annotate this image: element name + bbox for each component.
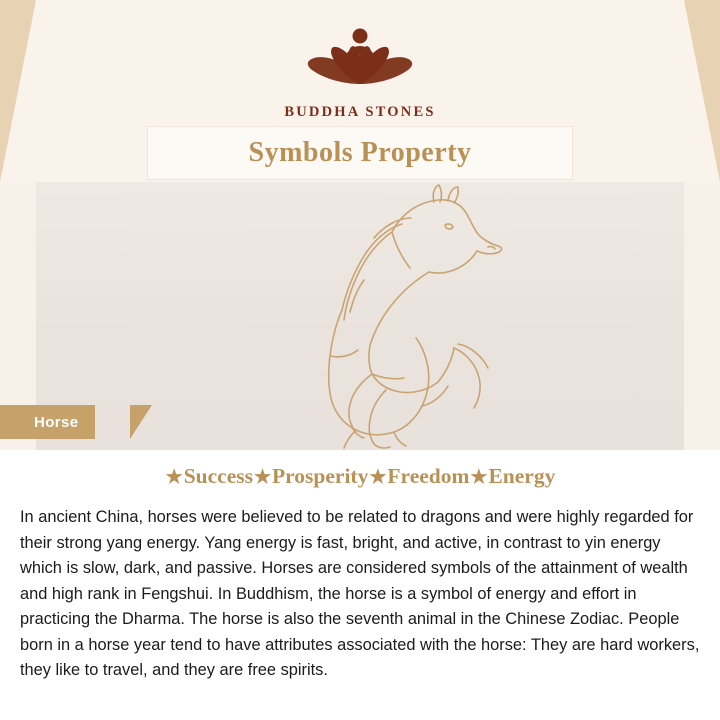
- keyword-freedom: Freedom: [387, 464, 470, 488]
- page-title: Symbols Property: [248, 137, 472, 168]
- star-icon: ★: [369, 467, 387, 488]
- description-paragraph: In ancient China, horses were believed to be related to dragons and were highly regarded for their strong yang energy. Yang energy is fast, bright, and active, in contrast to yin energy which is slow, dark, and passive. Horses are considered symbols of the attainment of wealth and high rank in Fengshui. In Buddhism, the horse is a symbol of energy and effort in practicing the Dharma. The horse is also the seventh animal in the Chinese Zodiac. People born in a horse year tend to have attributes associated with the horse: They are hard workers, they like to travel, and they are free spirits.: [20, 508, 700, 680]
- brand-logo: [0, 22, 720, 121]
- page-title-plate: [148, 127, 572, 179]
- keyword-success: Success: [183, 464, 253, 488]
- keyword-prosperity: Prosperity: [272, 464, 369, 488]
- star-icon: ★: [253, 467, 272, 488]
- category-ribbon: [0, 405, 95, 439]
- rearing-horse-line-art: [196, 184, 536, 449]
- star-icon: ★: [470, 467, 488, 488]
- brand-name: BUDDHA STONES: [284, 104, 436, 120]
- star-icon: ★: [165, 467, 183, 488]
- hero-side-right: [684, 182, 720, 450]
- content-section: [0, 450, 720, 720]
- keyword-list: [20, 464, 700, 489]
- keyword-energy: Energy: [488, 464, 556, 488]
- lotus-meditation-icon: [286, 22, 434, 100]
- category-label: Horse: [34, 413, 79, 431]
- category-ribbon-tail: [130, 405, 152, 439]
